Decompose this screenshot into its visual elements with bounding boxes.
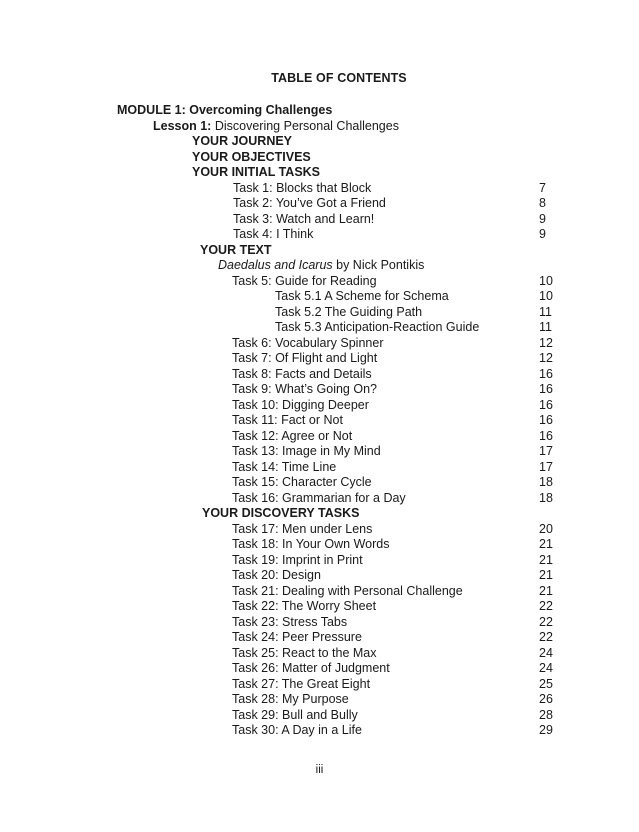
toc-page-number: 9 — [539, 211, 546, 226]
toc-page-number: 17 — [539, 444, 553, 458]
toc-entry-label: YOUR DISCOVERY TASKS — [202, 506, 360, 520]
toc-entry-label: Task 22: The Worry Sheet — [232, 599, 377, 613]
toc-page-number: 28 — [539, 707, 553, 722]
toc-entry-label: Task 17: Men under Lens — [232, 521, 373, 536]
toc-page-number: 17 — [539, 459, 553, 474]
text-author: by Nick Pontikis — [332, 258, 425, 272]
toc-page-number: 24 — [539, 645, 553, 660]
toc-page-number: 11 — [539, 304, 552, 319]
toc-page-number: 11 — [539, 320, 552, 334]
toc-entry-label: Task 12: Agree or Not — [232, 428, 353, 443]
toc-entry — [0, 553, 639, 569]
toc-entry — [0, 134, 639, 150]
toc-entry — [0, 165, 639, 181]
toc-entry — [0, 661, 639, 677]
toc-page-number: 10 — [539, 289, 553, 303]
toc-entry — [0, 677, 639, 693]
toc-page-number: 21 — [539, 568, 553, 582]
toc-entry — [0, 320, 639, 336]
toc-entry — [0, 599, 639, 615]
toc-entry — [0, 429, 639, 445]
toc-entry-label: Task 25: React to the Max — [232, 645, 377, 660]
toc-entry — [0, 615, 639, 631]
toc-entry — [0, 708, 639, 724]
toc-page-number: 21 — [539, 552, 553, 567]
toc-entry — [0, 723, 639, 739]
toc-page-number: 16 — [539, 366, 553, 381]
toc-entry — [0, 522, 639, 538]
toc-page-number: 18 — [539, 475, 553, 489]
toc-entry — [0, 382, 639, 398]
toc-entry — [0, 475, 639, 491]
toc-page-number: 20 — [539, 521, 553, 536]
toc-entry — [0, 506, 639, 522]
toc-page-number: 16 — [539, 397, 553, 412]
toc-page-number: 16 — [539, 428, 553, 443]
toc-entry — [0, 274, 639, 290]
toc-entry-label: Task 18: In Your Own Words — [232, 537, 390, 551]
toc-page-number: 29 — [539, 723, 553, 737]
toc-entry — [0, 212, 639, 228]
toc-entry-label: YOUR JOURNEY — [192, 134, 293, 148]
toc-page-number: 22 — [539, 630, 553, 644]
toc-page-number: 21 — [539, 583, 553, 598]
toc-entry-label: Task 5: Guide for Reading — [232, 273, 377, 288]
page-number: iii — [315, 764, 324, 776]
page-title: TABLE OF CONTENTS — [271, 71, 407, 85]
toc-entry — [0, 491, 639, 507]
toc-entry — [0, 568, 639, 584]
toc-entry — [0, 537, 639, 553]
toc-entry — [0, 181, 639, 197]
toc-entry — [0, 630, 639, 646]
toc-page-number: 16 — [539, 382, 553, 396]
toc-entry — [0, 243, 639, 259]
toc-entry-label: Task 10: Digging Deeper — [232, 397, 369, 412]
toc-entry-label: Task 21: Dealing with Personal Challenge — [232, 583, 463, 598]
toc-entry-label: Task 29: Bull and Bully — [232, 707, 358, 722]
toc-entry-label: Task 19: Imprint in Print — [232, 552, 363, 567]
toc-page-number: 21 — [539, 537, 553, 551]
toc-entry-label: Task 28: My Purpose — [232, 692, 349, 706]
toc-entry — [0, 103, 639, 119]
toc-page-number: 18 — [539, 490, 553, 505]
lesson-label: Lesson 1: — [153, 118, 212, 133]
toc-entry-label: Task 15: Character Cycle — [232, 475, 372, 489]
toc-entry-label: YOUR TEXT — [200, 242, 272, 257]
toc-entry-label: Task 4: I Think — [233, 227, 314, 241]
toc-entry-label: Task 5.1 A Scheme for Schema — [275, 289, 449, 303]
toc-entry-label: Task 27: The Great Eight — [232, 676, 371, 691]
toc-entry — [0, 584, 639, 600]
toc-entry-label: MODULE 1: Overcoming Challenges — [117, 103, 333, 117]
toc-entry — [0, 305, 639, 321]
toc-entry-label: Task 14: Time Line — [232, 459, 337, 474]
toc-entry-label: Task 23: Stress Tabs — [232, 614, 348, 629]
toc-page-number: 25 — [539, 676, 553, 691]
toc-entry-label: Task 2: You’ve Got a Friend — [233, 196, 386, 210]
toc-entry-label: Task 8: Facts and Details — [232, 366, 372, 381]
toc-page-number: 10 — [539, 273, 553, 288]
toc-page-number: 24 — [539, 661, 553, 675]
toc-entry-label: Task 7: Of Flight and Light — [232, 351, 378, 365]
toc-entry-label: Task 5.2 The Guiding Path — [275, 304, 423, 319]
lesson-title: Discovering Personal Challenges — [211, 118, 399, 133]
toc-entry-label: Task 11: Fact or Not — [232, 413, 343, 427]
toc-entry-label: Task 24: Peer Pressure — [232, 630, 362, 644]
toc-entry — [0, 367, 639, 383]
toc-entry — [0, 646, 639, 662]
toc-page-number: 22 — [539, 599, 553, 613]
toc-entry — [0, 258, 639, 274]
toc-entry-label: YOUR INITIAL TASKS — [192, 165, 321, 179]
toc-page-number: 12 — [539, 335, 553, 350]
toc-entry — [0, 692, 639, 708]
toc-entry — [0, 289, 639, 305]
toc-page-number: 9 — [539, 227, 546, 241]
toc-entry-label: Task 20: Design — [232, 568, 321, 582]
toc-entry — [0, 413, 639, 429]
toc-entry-label: Task 26: Matter of Judgment — [232, 661, 390, 675]
text-title: Daedalus and Icarus — [218, 258, 333, 272]
toc-entry-label — [218, 258, 424, 274]
toc-entry-label: Task 6: Vocabulary Spinner — [232, 335, 384, 350]
toc-entry — [0, 351, 639, 367]
toc-page-number: 26 — [539, 692, 553, 706]
toc-entry-label: Task 16: Grammarian for a Day — [232, 490, 406, 505]
toc-page-number: 8 — [539, 196, 546, 210]
toc-page-number: 22 — [539, 614, 553, 629]
toc-entry-label: Task 3: Watch and Learn! — [233, 211, 375, 226]
toc-entry — [0, 460, 639, 476]
toc-entry-label: Task 30: A Day in a Life — [232, 723, 362, 737]
toc-entry-label: Task 1: Blocks that Block — [233, 180, 372, 195]
toc-entry-label — [153, 119, 399, 135]
table-of-contents — [0, 103, 639, 739]
toc-entry — [0, 119, 639, 135]
toc-entry — [0, 196, 639, 212]
toc-page-number: 16 — [539, 413, 553, 427]
toc-entry-label: Task 5.3 Anticipation-Reaction Guide — [275, 320, 480, 334]
toc-page-number: 12 — [539, 351, 553, 365]
toc-page-number: 7 — [539, 180, 546, 195]
toc-entry-label: YOUR OBJECTIVES — [192, 149, 311, 164]
toc-entry-label: Task 9: What’s Going On? — [232, 382, 377, 396]
toc-entry-label: Task 13: Image in My Mind — [232, 444, 381, 458]
toc-entry — [0, 150, 639, 166]
toc-entry — [0, 227, 639, 243]
toc-entry — [0, 398, 639, 414]
toc-entry — [0, 336, 639, 352]
toc-entry — [0, 444, 639, 460]
